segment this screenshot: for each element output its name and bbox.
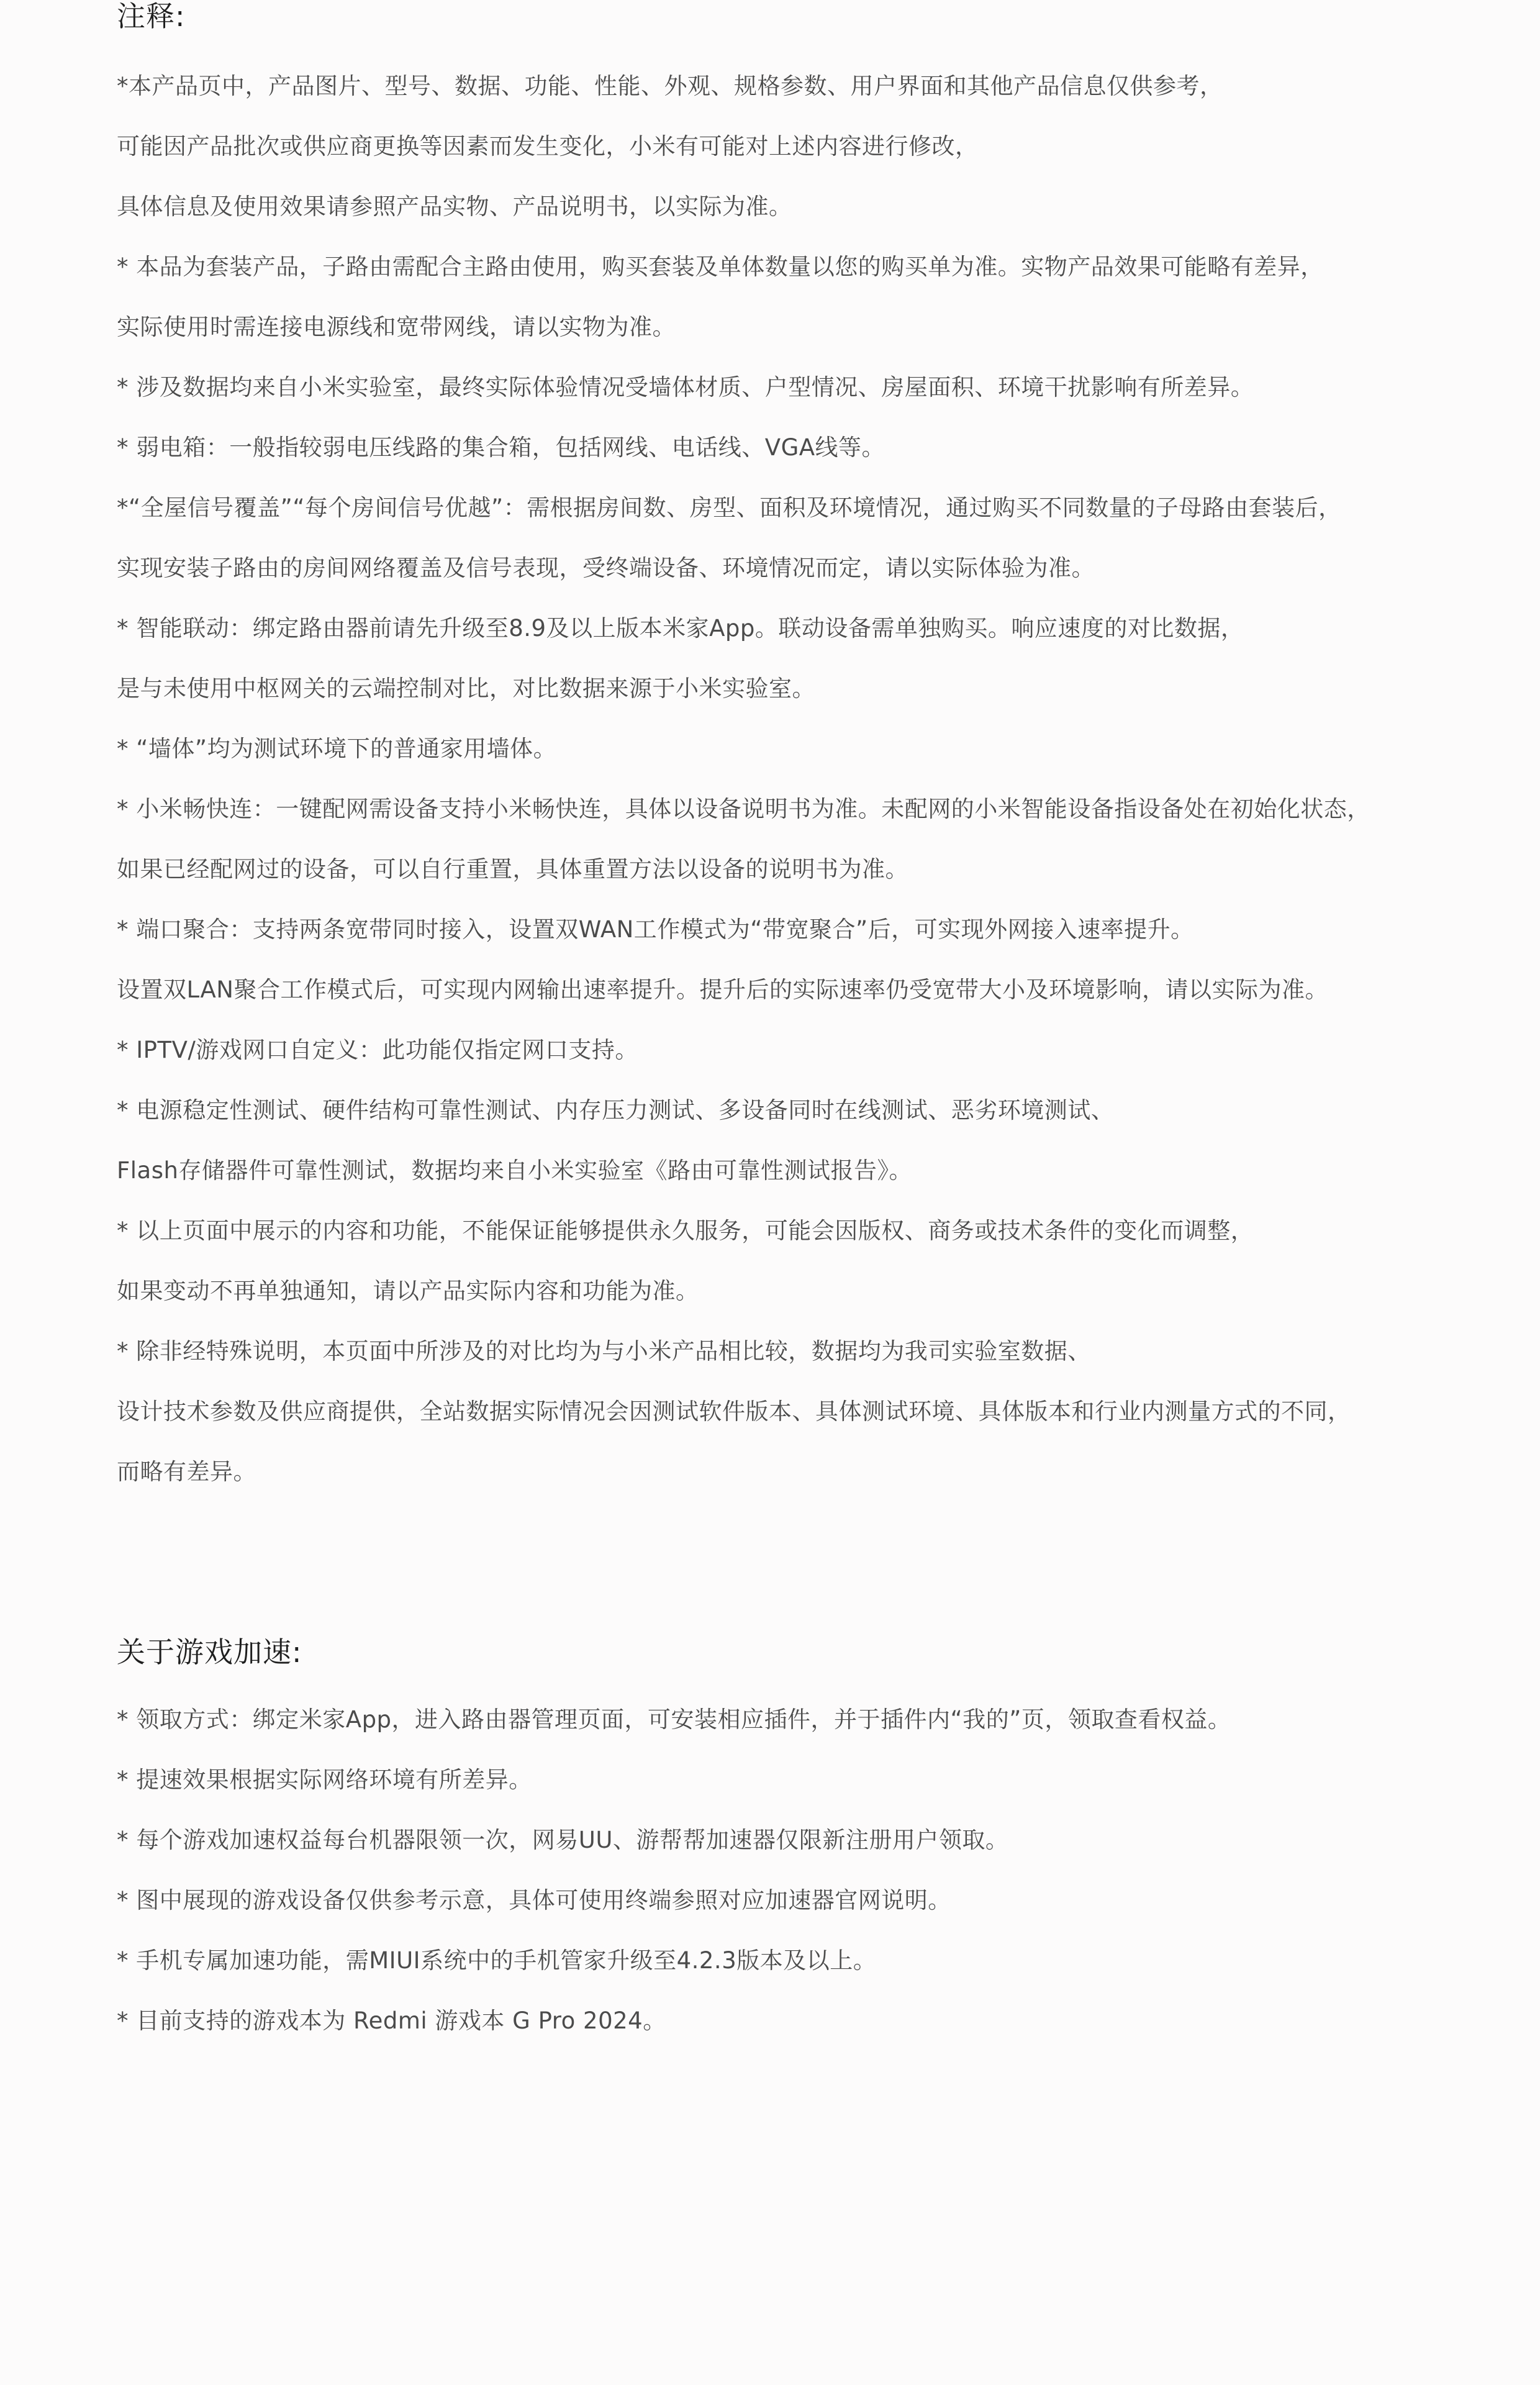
notes-line: * 电源稳定性测试、硬件结构可靠性测试、内存压力测试、多设备同时在线测试、恶劣环境测试、	[117, 1097, 1115, 1124]
notes-line: 是与未使用中枢网关的云端控制对比，对比数据来源于小米实验室。	[117, 675, 815, 702]
notes-line: 如果已经配网过的设备，可以自行重置，具体重置方法以设备的说明书为准。	[117, 856, 908, 883]
notes-title: 注释:	[117, 0, 186, 33]
notes-line: * 以上页面中展示的内容和功能，不能保证能够提供永久服务，可能会因版权、商务或技术条件的变化而调整，	[117, 1217, 1254, 1244]
notes-line: 如果变动不再单独通知，请以产品实际内容和功能为准。	[117, 1278, 699, 1304]
notes-line: * 小米畅快连：一键配网需设备支持小米畅快连，具体以设备说明书为准。未配网的小米智能设备指设备处在初始化状态，	[117, 796, 1370, 822]
notes-line: 设计技术参数及供应商提供，全站数据实际情况会因测试软件版本、具体测试环境、具体版本和行业内测量方式的不同，	[117, 1398, 1351, 1425]
notes-list	[117, 56, 1502, 1502]
game-line: * 图中展现的游戏设备仅供参考示意，具体可使用终端参照对应加速器官网说明。	[117, 1887, 951, 1914]
notes-line: 设置双LAN聚合工作模式后，可实现内网输出速率提升。提升后的实际速率仍受宽带大小及环境影响，请以实际为准。	[117, 976, 1328, 1003]
game-line: * 手机专属加速功能，需MIUI系统中的手机管家升级至4.2.3版本及以上。	[117, 1947, 877, 1974]
notes-line: 实际使用时需连接电源线和宽带网线，请以实物为准。	[117, 314, 676, 340]
notes-line: Flash存储器件可靠性测试，数据均来自小米实验室《路由可靠性测试报告》。	[117, 1157, 912, 1184]
notes-line: * 端口聚合：支持两条宽带同时接入，设置双WAN工作模式为“带宽聚合”后，可实现外网接入速率提升。	[117, 916, 1194, 943]
notes-section	[117, 0, 1502, 1502]
notes-line: * 除非经特殊说明，本页面中所涉及的对比均为与小米产品相比较，数据均为我司实验室数据、	[117, 1338, 1091, 1365]
game-line: * 领取方式：绑定米家App，进入路由器管理页面，可安装相应插件，并于插件内“我的”页，领取查看权益。	[117, 1706, 1231, 1733]
notes-line: * 本品为套装产品，子路由需配合主路由使用，购买套装及单体数量以您的购买单为准。实物产品效果可能略有差异，	[117, 253, 1324, 280]
notes-line: * IPTV/游戏网口自定义：此功能仅指定网口支持。	[117, 1037, 638, 1063]
game-line: * 目前支持的游戏本为 Redmi 游戏本 G Pro 2024。	[117, 2007, 666, 2034]
notes-line: 而略有差异。	[117, 1458, 256, 1485]
notes-line: * 弱电箱：一般指较弱电压线路的集合箱，包括网线、电话线、VGA线等。	[117, 434, 886, 461]
notes-line: * “墙体”均为测试环境下的普通家用墙体。	[117, 735, 557, 762]
game-line: * 提速效果根据实际网络环境有所差异。	[117, 1766, 532, 1793]
notes-line: 可能因产品批次或供应商更换等因素而发生变化，小米有可能对上述内容进行修改，	[117, 133, 979, 160]
game-acceleration-section	[117, 1633, 1502, 2051]
notes-line: *本产品页中，产品图片、型号、数据、功能、性能、外观、规格参数、用户界面和其他产品信息仅供参考，	[117, 73, 1223, 99]
notes-line: 具体信息及使用效果请参照产品实物、产品说明书，以实际为准。	[117, 193, 792, 220]
notes-line: *“全屋信号覆盖”“每个房间信号优越”：需根据房间数、房型、面积及环境情况，通过购买不同数量的子母路由套装后，	[117, 494, 1342, 521]
game-acceleration-list	[117, 1689, 1502, 2051]
game-line: * 每个游戏加速权益每台机器限领一次，网易UU、游帮帮加速器仅限新注册用户领取。	[117, 1827, 1009, 1853]
notes-line: * 智能联动：绑定路由器前请先升级至8.9及以上版本米家App。联动设备需单独购买。响应速度的对比数据，	[117, 615, 1244, 642]
notes-line: 实现安装子路由的房间网络覆盖及信号表现，受终端设备、环境情况而定，请以实际体验为准。	[117, 555, 1095, 581]
game-acceleration-title: 关于游戏加速:	[117, 1635, 302, 1669]
notes-line: * 涉及数据均来自小米实验室，最终实际体验情况受墙体材质、户型情况、房屋面积、环境干扰影响有所差异。	[117, 374, 1254, 401]
